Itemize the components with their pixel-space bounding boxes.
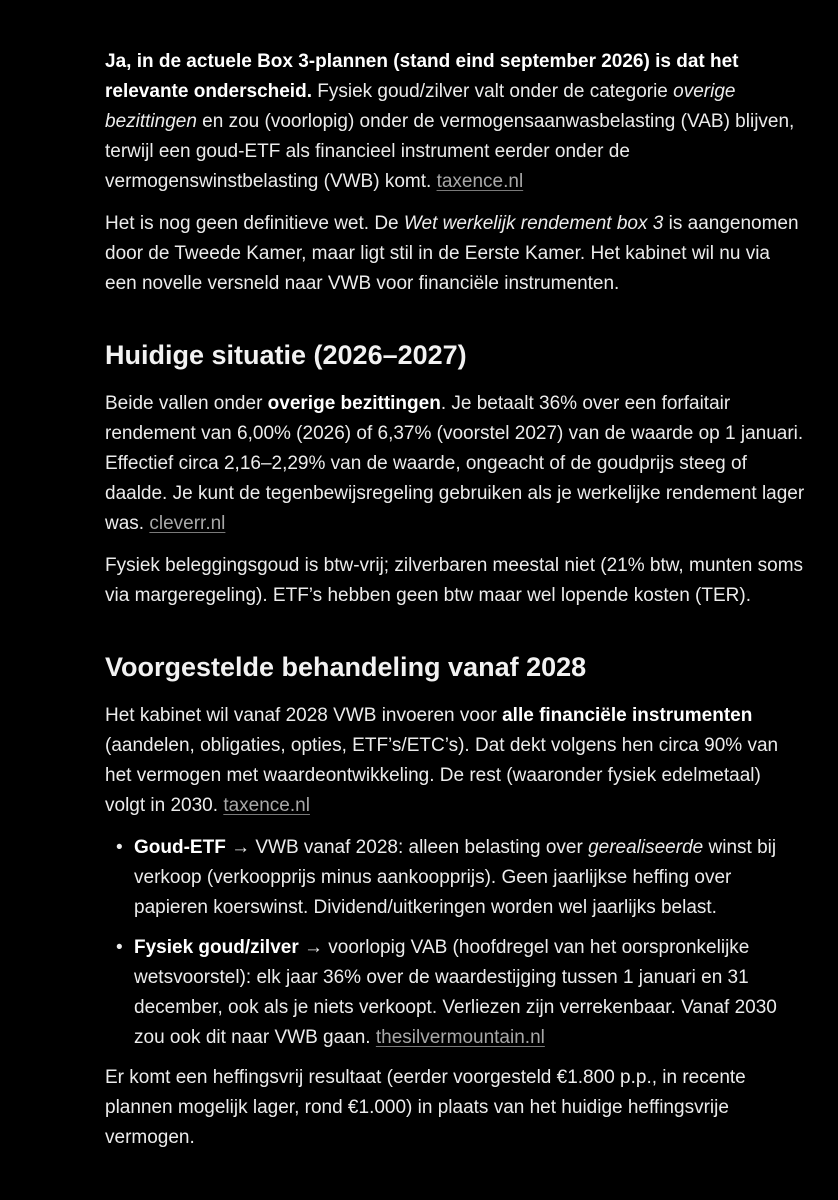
voorstel-bold-term: alle financiële instrumenten xyxy=(502,705,753,726)
section-heading-huidige-situatie: Huidige situatie (2026–2027) xyxy=(105,340,467,370)
bullet-list xyxy=(105,833,805,1053)
source-link-taxence[interactable]: taxence.nl xyxy=(436,171,524,192)
intro-text: Het is nog geen definitieve wet. De xyxy=(105,213,404,234)
chat-response xyxy=(105,47,805,1165)
intro-italic-term: overige bezittingen xyxy=(105,81,736,132)
list-item-fysiek-goud xyxy=(105,933,805,1053)
intro-bold-answer: Ja, in de actuele Box 3-plannen (stand eind september 2026) is dat het relevante onderscheid. xyxy=(105,51,739,102)
bullet-marker: • xyxy=(116,837,123,858)
source-link-thesilvermountain[interactable]: thesilvermountain.nl xyxy=(375,1027,545,1048)
intro-paragraph-1 xyxy=(105,47,805,197)
situatie-paragraph-2: Fysiek beleggingsgoud is btw-vrij; zilverbaren meestal niet (21% btw, munten soms via margeregeling). ETF’s hebben geen btw maar wel lopende kosten (TER). xyxy=(105,555,804,606)
source-link-cleverr[interactable]: cleverr.nl xyxy=(149,513,226,534)
intro-text: is aangenomen door de Tweede Kamer, maar ligt stil in de Eerste Kamer. Het kabinet wil nu via een novelle versneld naar VWB voor financiële instrumenten. xyxy=(105,213,799,294)
list-item-text: → voorlopig VAB (hoofdregel van het oorspronkelijke wetsvoorstel): elk jaar 36% over de waardestijging tussen 1 januari en 31 december, ook als je niets verkoopt. Verliezen zijn verrekenbaar. Vanaf 2030 zou ook dit naar VWB gaan. xyxy=(134,937,777,1048)
law-name-italic: Wet werkelijk rendement box 3 xyxy=(403,213,664,234)
bullet-marker: • xyxy=(116,937,123,958)
list-item-italic: gerealiseerde xyxy=(588,837,704,858)
situatie-bold-term: overige bezittingen xyxy=(267,393,441,414)
situatie-text: Beide vallen onder xyxy=(105,393,268,414)
list-item-goud-etf xyxy=(105,833,805,923)
voorstel-text: Het kabinet wil vanaf 2028 VWB invoeren voor xyxy=(105,705,503,726)
list-item-text: → VWB vanaf 2028: alleen belasting over xyxy=(225,837,589,858)
intro-text: en zou (voorlopig) onder de vermogensaanwasbelasting (VAB) blijven, terwijl een goud-ETF als financieel instrument eerder onder de vermogenswinstbelasting (VWB) komt. xyxy=(105,111,795,192)
voorstel-paragraph-2: Er komt een heffingsvrij resultaat (eerder voorgesteld €1.800 p.p., in recente plannen mogelijk lager, rond €1.000) in plaats van het huidige heffingsvrije vermogen. xyxy=(105,1067,746,1148)
source-link-taxence[interactable]: taxence.nl xyxy=(223,795,310,816)
situatie-text: . Je betaalt 36% over een forfaitair rendement van 6,00% (2026) of 6,37% (voorstel 2027) van de waarde op 1 januari. Effectief circa 2,16–2,29% van de waarde, ongeacht of de goudprijs steeg of daalde. Je kunt de tegenbewijsregeling gebruiken als je werkelijke rendement lager was. xyxy=(105,393,805,534)
intro-text: Fysiek goud/zilver valt onder de categorie xyxy=(311,81,674,102)
list-item-title: Goud-ETF xyxy=(134,837,226,858)
intro-paragraph-2 xyxy=(105,209,805,299)
voorstel-paragraph-1 xyxy=(105,701,805,821)
list-item-title: Fysiek goud/zilver xyxy=(134,937,299,958)
voorstel-text: (aandelen, obligaties, opties, ETF’s/ETC’s). Dat dekt volgens hen circa 90% van het vermogen met waardeontwikkeling. De rest (waaronder fysiek edelmetaal) volgt in 2030. xyxy=(105,735,779,816)
section-heading-voorgestelde-behandeling: Voorgestelde behandeling vanaf 2028 xyxy=(105,652,587,682)
situatie-paragraph-1 xyxy=(105,389,805,539)
list-item-text: winst bij verkoop (verkoopprijs minus aankoopprijs). Geen jaarlijkse heffing over papieren koerswinst. Dividend/uitkeringen worden wel jaarlijks belast. xyxy=(134,837,777,918)
